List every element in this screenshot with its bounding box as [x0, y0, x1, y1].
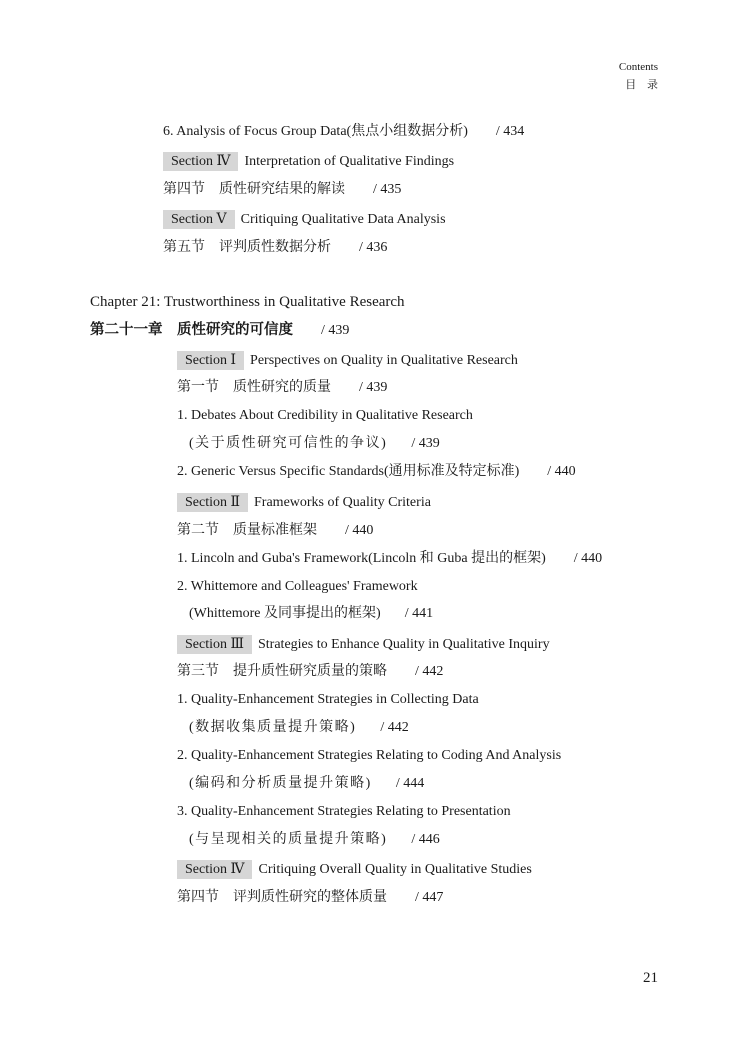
toc-section-cn: 第五节 评判质性数据分析 / 436: [163, 240, 388, 255]
section-badge: Section Ⅱ: [177, 493, 248, 512]
toc-entry: 2. Generic Versus Specific Standards(通用标准及特定标准) / 440: [177, 464, 576, 479]
toc-entry: 2. Quality-Enhancement Strategies Relating to Coding And Analysis: [177, 748, 562, 763]
running-header: [618, 58, 662, 94]
toc-entry-cn: (Whittemore 及同事提出的框架) / 441: [189, 606, 434, 621]
toc-section-heading: Section Ⅴ Critiquing Qualitative Data Analysis: [163, 209, 446, 231]
toc-entry-cn: (编码和分析质量提升策略) / 444: [189, 776, 425, 791]
toc-section-heading: Section Ⅲ Strategies to Enhance Quality in Qualitative Inquiry: [177, 634, 550, 656]
toc-section-heading: Section Ⅳ Critiquing Overall Quality in Qualitative Studies: [177, 859, 532, 881]
chapter-title-en: Chapter 21: Trustworthiness in Qualitative Research: [90, 294, 405, 310]
toc-section-heading: Section Ⅱ Frameworks of Quality Criteria: [177, 492, 431, 514]
chapter-title-cn: 第二十一章 质性研究的可信度 / 439: [90, 322, 350, 338]
section-badge: Section Ⅳ: [163, 152, 238, 171]
header-zh: 目 录: [625, 79, 662, 91]
section-badge: Section Ⅳ: [177, 860, 252, 879]
toc-entry: 1. Debates About Credibility in Qualitative Research: [177, 408, 473, 423]
toc-entry: 2. Whittemore and Colleagues' Framework: [177, 579, 418, 594]
section-badge: Section Ⅴ: [163, 210, 235, 229]
toc-section-cn: 第四节 质性研究结果的解读 / 435: [163, 182, 402, 197]
toc-entry: 6. Analysis of Focus Group Data(焦点小组数据分析) / 434: [163, 124, 525, 139]
header-en: Contents: [618, 61, 658, 73]
toc-section-heading: Section Ⅰ Perspectives on Quality in Qualitative Research: [177, 350, 518, 372]
page-number: 21: [643, 970, 658, 986]
toc-section-cn: 第四节 评判质性研究的整体质量 / 447: [177, 890, 444, 905]
toc-section-cn: 第三节 提升质性研究质量的策略 / 442: [177, 664, 444, 679]
toc-entry-cn: (与呈现相关的质量提升策略) / 446: [189, 832, 440, 847]
toc-entry: 1. Lincoln and Guba's Framework(Lincoln 和 Guba 提出的框架) / 440: [177, 551, 603, 566]
toc-section-cn: 第二节 质量标准框架 / 440: [177, 523, 374, 538]
toc-section-cn: 第一节 质性研究的质量 / 439: [177, 380, 388, 395]
toc-entry: 3. Quality-Enhancement Strategies Relating to Presentation: [177, 804, 511, 819]
toc-entry: 1. Quality-Enhancement Strategies in Collecting Data: [177, 692, 479, 707]
toc-entry-cn: (关于质性研究可信性的争议) / 439: [189, 436, 440, 451]
section-badge: Section Ⅰ: [177, 351, 244, 370]
section-badge: Section Ⅲ: [177, 635, 252, 654]
toc-section-heading: Section Ⅳ Interpretation of Qualitative Findings: [163, 151, 454, 173]
toc-entry-cn: (数据收集质量提升策略) / 442: [189, 720, 409, 735]
